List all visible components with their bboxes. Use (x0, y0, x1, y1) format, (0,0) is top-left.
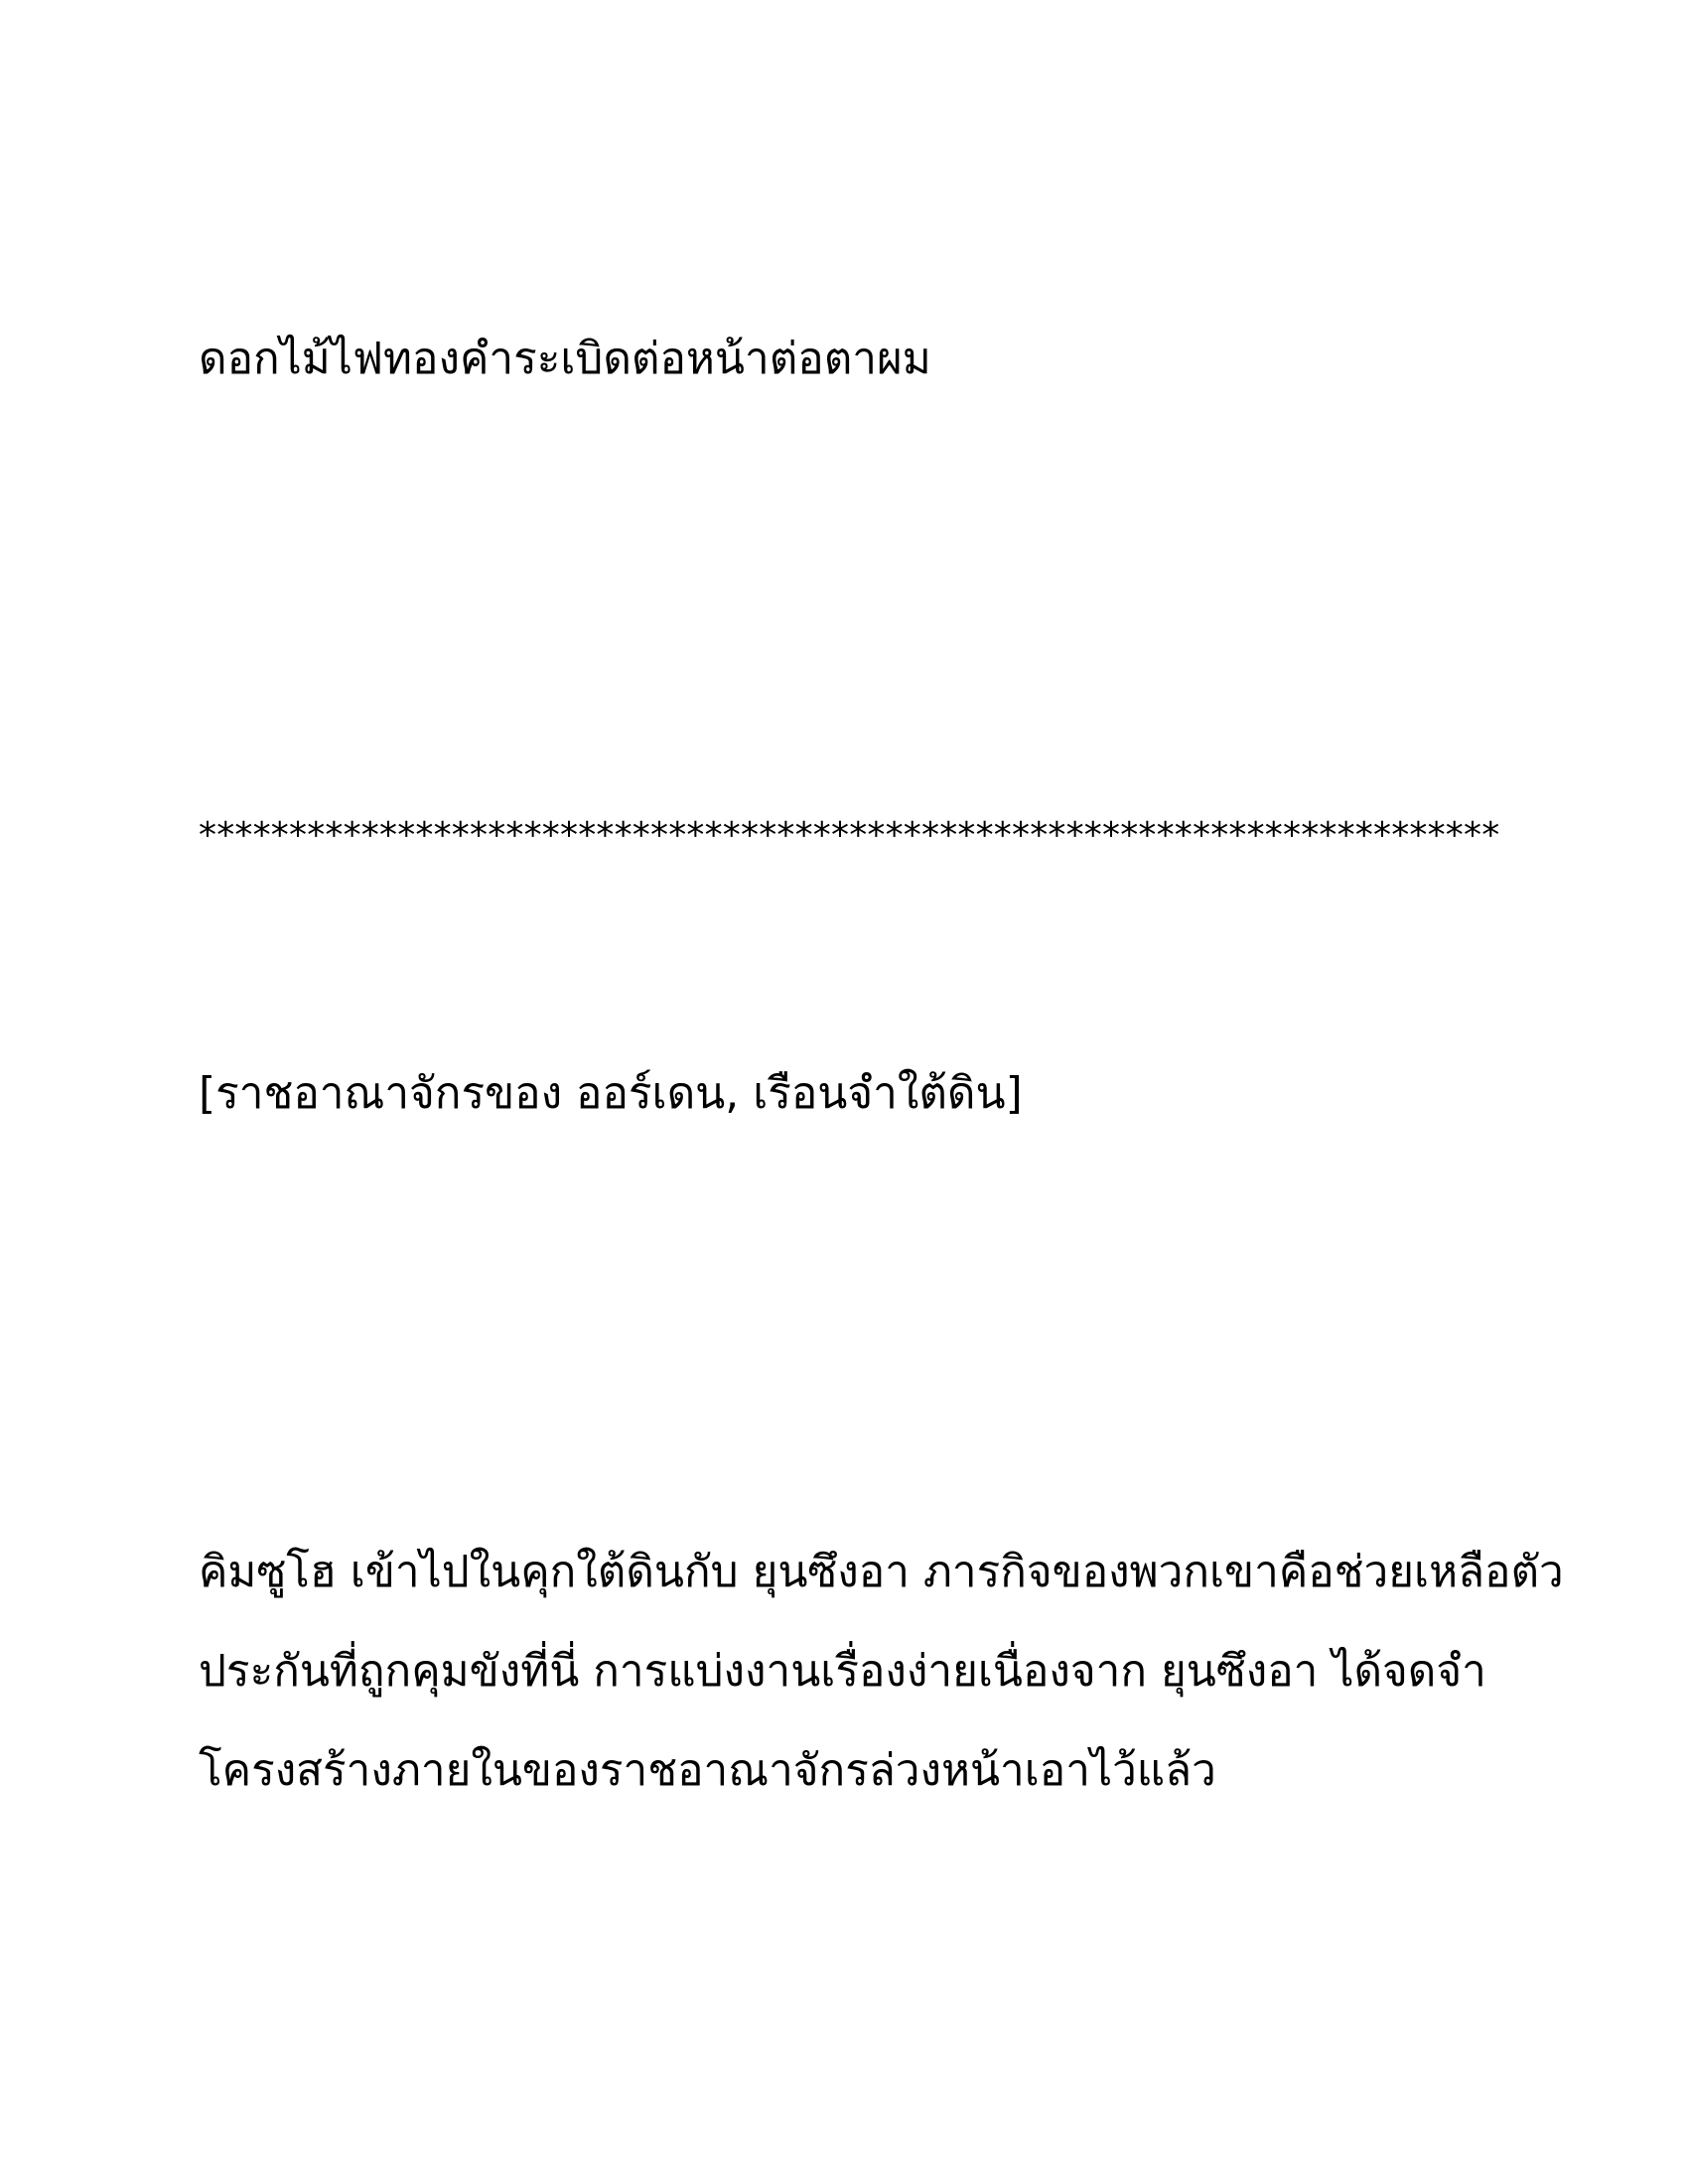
paragraph-line: ประกันที่ถูกคุมขังที่นี่ การแบ่งงานเรื่องง่ายเนื่องจาก ยุนซึงอา ได้จดจำ (199, 1646, 1486, 1697)
scene-separator: ************************************************************************ (199, 815, 1500, 856)
paragraph-line: คิมซูโฮ เข้าไปในคุกใต้ดินกับ ยุนซึงอา ภารกิจของพวกเขาคือช่วยเหลือตัว (199, 1547, 1564, 1597)
scene-heading: [ราชอาณาจักรของ ออร์เดน, เรือนจำใต้ดิน] (199, 1068, 1023, 1119)
paragraph-line: โครงสร้างภายในของราชอาณาจักรล่วงหน้าเอาไว้แล้ว (199, 1745, 1216, 1796)
text-line-fireworks: ดอกไม้ไฟทองคำระเบิดต่อหน้าต่อตาผม (199, 334, 931, 384)
